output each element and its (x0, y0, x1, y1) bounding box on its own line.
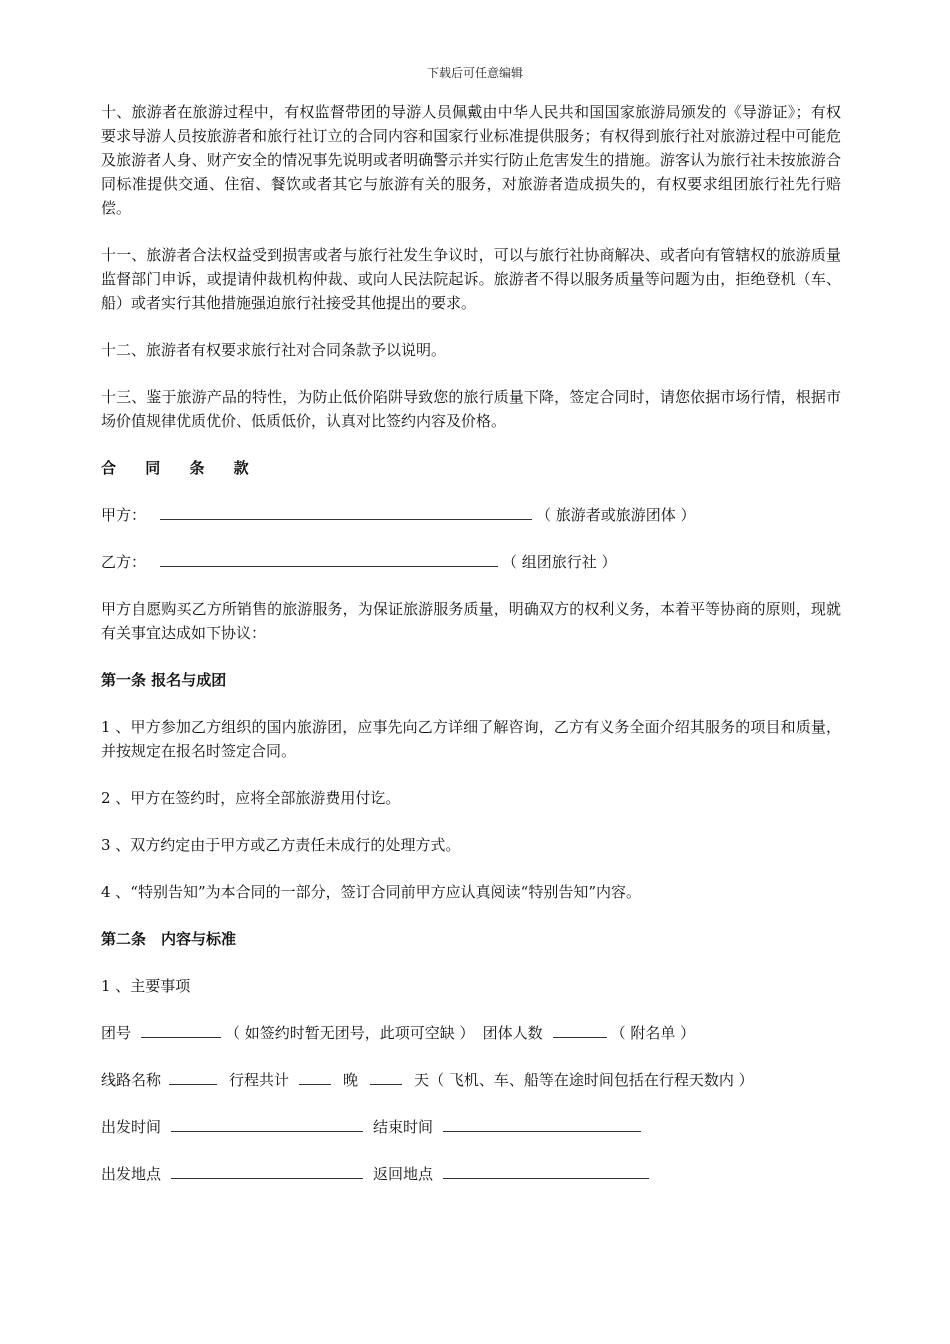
party-b-blank[interactable] (160, 552, 498, 567)
group-number-label: 团号 (101, 1024, 132, 1042)
clause-12: 十二、旅游者有权要求旅行社对合同条款予以说明。 (101, 341, 447, 359)
depart-place-blank[interactable] (171, 1164, 363, 1179)
return-place-label: 返回地点 (373, 1165, 434, 1183)
depart-time-blank[interactable] (171, 1117, 363, 1132)
time-line (101, 1115, 841, 1139)
contract-title: 合 同 条 款 (101, 459, 261, 477)
group-number-note: （ 如签约时暂无团号，此项可空缺 ） (225, 1024, 475, 1042)
depart-time-label: 出发时间 (101, 1118, 162, 1136)
article-2-item-1: 1 、主要事项 (101, 977, 191, 995)
party-a-note: （ 旅游者或旅游团体 ） (536, 506, 696, 524)
document-body (101, 100, 841, 1186)
place-line (101, 1162, 841, 1186)
days-label: 天 (414, 1071, 430, 1089)
end-time-blank[interactable] (443, 1117, 641, 1132)
article-1-item: 4 、“特别告知”为本合同的一部分，签订合同前甲方应认真阅读“特别告知”内容。 (101, 883, 641, 901)
article-1-title: 第一条 报名与成团 (101, 671, 227, 689)
route-blank[interactable] (169, 1070, 217, 1085)
route-line (101, 1068, 841, 1092)
party-a-label: 甲方： (101, 506, 147, 524)
page-header: 下载后可任意编辑 (426, 66, 523, 80)
days-note: （ 飞机、车、船等在途时间包括在行程天数内 ） (429, 1071, 754, 1089)
group-size-blank[interactable] (553, 1023, 607, 1038)
group-number-blank[interactable] (141, 1023, 221, 1038)
itinerary-label: 行程共计 (229, 1071, 290, 1089)
party-b-line (101, 550, 841, 574)
nights-label: 晚 (343, 1071, 359, 1089)
days-blank[interactable] (370, 1070, 402, 1085)
return-place-blank[interactable] (443, 1164, 649, 1179)
route-label: 线路名称 (101, 1071, 162, 1089)
article-1-item: 3 、双方约定由于甲方或乙方责任未成行的处理方式。 (101, 836, 461, 854)
clause-11: 十一、旅游者合法权益受到损害或者与旅行社发生争议时，可以与旅行社协商解决、或者向有管辖权的旅游质量监督部门申诉，或提请仲裁机构仲裁、或向人民法院起诉。旅游者不得以服务质量等问题为由，拒绝登机（车、船）或者实行其他措施强迫旅行社接受其他提出的要求。 (101, 246, 841, 312)
depart-place-label: 出发地点 (101, 1165, 162, 1183)
party-a-blank[interactable] (160, 505, 532, 520)
clause-10: 十、旅游者在旅游过程中，有权监督带团的导游人员佩戴由中华人民共和国国家旅游局颁发的《导游证》；有权要求导游人员按旅游者和旅行社订立的合同内容和国家行业标准提供服务；有权得到旅行社对旅游过程中可能危及旅游者人身、财产安全的情况事先说明或者明确警示并实行防止危害发生的措施。游客认为旅行社未按旅游合同标准提供交通、住宿、餐饮或者其它与旅游有关的服务，对旅游者造成损失的，有权要求组团旅行社先行赔偿。 (101, 103, 841, 217)
group-number-line (101, 1021, 841, 1045)
article-2-title: 第二条 内容与标准 (101, 930, 237, 948)
contract-intro: 甲方自愿购买乙方所销售的旅游服务，为保证旅游服务质量，明确双方的权利义务，本着平等协商的原则，现就有关事宜达成如下协议： (101, 600, 841, 642)
nights-blank[interactable] (299, 1070, 331, 1085)
end-time-label: 结束时间 (373, 1118, 434, 1136)
group-size-label: 团体人数 (482, 1024, 543, 1042)
article-1-item: 2 、甲方在签约时，应将全部旅游费用付讫。 (101, 789, 401, 807)
party-b-label: 乙方： (101, 553, 147, 571)
party-b-note: （ 组团旅行社 ） (502, 553, 617, 571)
group-size-note: （ 附名单 ） (610, 1024, 696, 1042)
clause-13: 十三、鉴于旅游产品的特性，为防止低价陷阱导致您的旅行质量下降，签定合同时，请您依据市场行情，根据市场价值规律优质优价、低质低价，认真对比签约内容及价格。 (101, 388, 841, 430)
party-a-line (101, 503, 841, 527)
article-1-item: 1 、甲方参加乙方组织的国内旅游团，应事先向乙方详细了解咨询，乙方有义务全面介绍其服务的项目和质量，并按规定在报名时签定合同。 (101, 718, 841, 760)
